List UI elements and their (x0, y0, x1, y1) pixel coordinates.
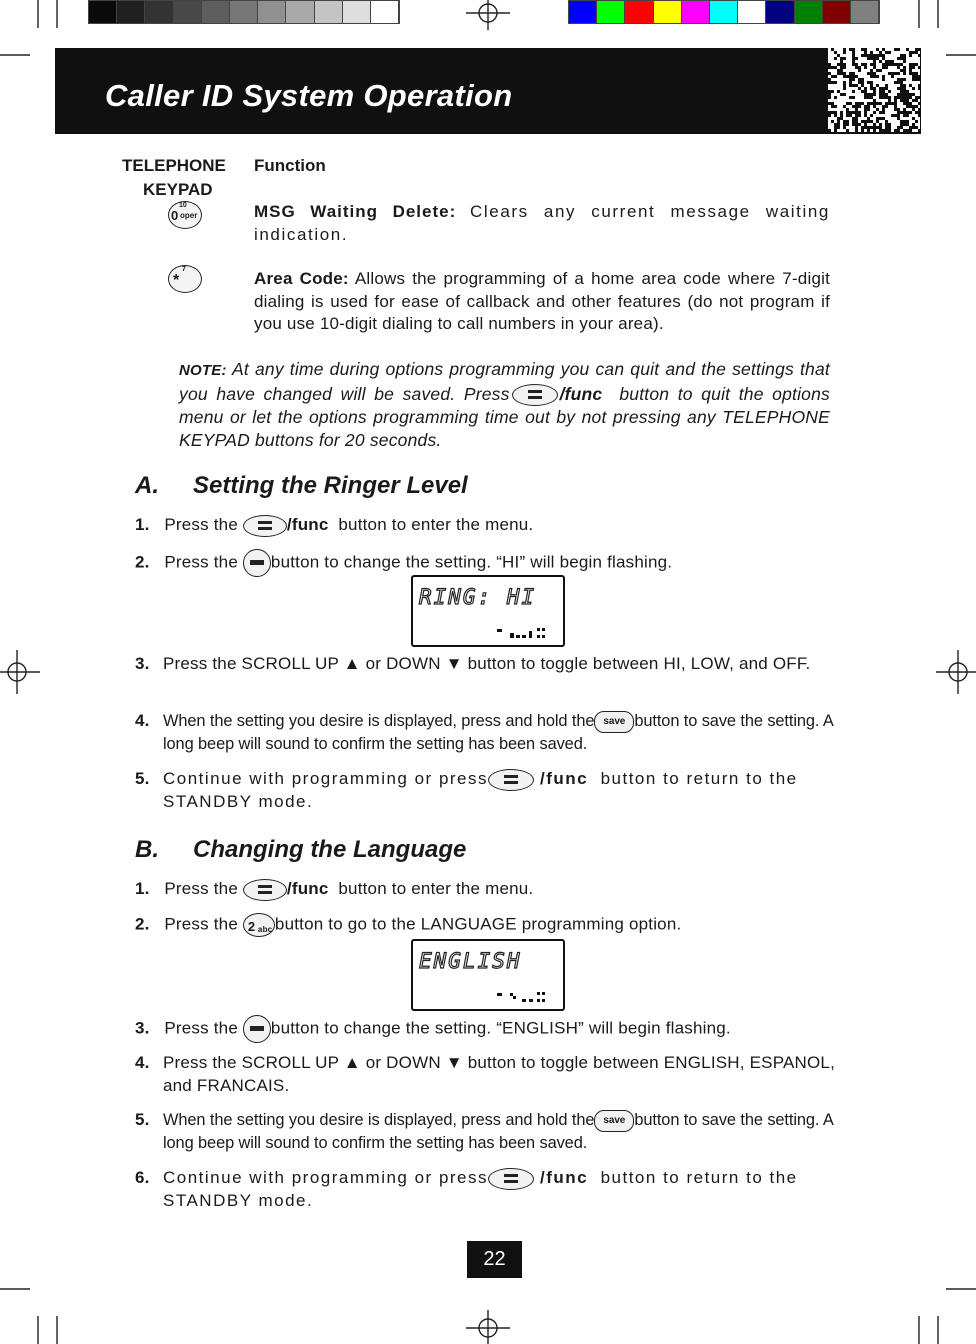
step-b2: 2. Press the 2 abc button to go to the LANGUAGE programming option. (135, 913, 835, 937)
area-code-description: Area Code: Allows the programming of a home area code where 7-digit dialing is used for ease of callback and other features (do not program if you use 10-digit dialing to call numbers in your area). (254, 269, 830, 334)
zero-oper-key-icon: 10 0 oper (168, 201, 202, 229)
barcode-pattern (828, 48, 920, 132)
section-b-heading: B. Changing the Language (135, 836, 467, 863)
page-title: Caller ID System Operation (105, 78, 513, 113)
calibration-swatch (710, 1, 738, 23)
lcd-display-ring: RING: HI (411, 575, 565, 647)
step-a5: 5. Continue with programming or press /func button to return to the STANDBY mode. (135, 769, 798, 811)
calibration-swatch (851, 1, 879, 23)
lcd-indicator-icons (493, 989, 559, 1005)
star-key-icon: 7 * (168, 265, 202, 293)
step-a4: 4. When the setting you desire is displayed, press and hold the save button to save the setting. A long beep will sound to confirm the setting has been saved. (135, 711, 833, 753)
function-column-heading: Function (254, 156, 326, 175)
calibration-swatch (654, 1, 682, 23)
calibration-swatch (315, 1, 343, 23)
calibration-swatch (286, 1, 314, 23)
step-a2: 2. Press the button to change the setting. “HI” will begin flashing. (135, 549, 835, 577)
calibration-swatch (823, 1, 851, 23)
step-b5: 5. When the setting you desire is displayed, press and hold the save button to save the setting. A long beep will sound to confirm the setting has been saved. (135, 1110, 833, 1152)
calibration-swatch (258, 1, 286, 23)
calibration-swatch (569, 1, 597, 23)
page-number: 22 (467, 1241, 522, 1278)
registration-mark-top (466, 0, 510, 30)
options-note: NOTE: At any time during options programming you can quit and the settings that you have changed will be saved. Press /func button to quit the options menu or let the options programming time out by not pressing any TELEPHONE KEYPAD buttons for 20 seconds. (179, 359, 830, 450)
change-button-icon (243, 549, 271, 577)
step-b1: 1. Press the /func button to enter the menu. (135, 878, 835, 901)
keypad-column-heading-line1: TELEPHONE (122, 156, 226, 175)
func-button-icon (243, 879, 287, 901)
calibration-swatch (145, 1, 173, 23)
calibration-swatch (682, 1, 710, 23)
keypad-column-heading-line2: KEYPAD (143, 180, 213, 199)
func-button-icon (488, 1168, 534, 1190)
msg-waiting-delete-description: MSG Waiting Delete: Clears any current message waiting indication. (254, 202, 830, 244)
calibration-swatch (117, 1, 145, 23)
save-button-icon: save (594, 711, 634, 733)
calibration-swatch (230, 1, 258, 23)
func-button-icon (512, 384, 558, 406)
step-b6: 6. Continue with programming or press /func button to return to the STANDBY mode. (135, 1168, 798, 1210)
registration-mark-right (936, 650, 976, 694)
calibration-swatch (174, 1, 202, 23)
calibration-swatch (738, 1, 766, 23)
lcd-display-language: ENGLISH (411, 939, 565, 1011)
step-a1: 1. Press the /func button to enter the menu. (135, 514, 835, 537)
func-button-icon (488, 769, 534, 791)
calibration-swatch (795, 1, 823, 23)
calibration-swatch (625, 1, 653, 23)
step-b4: 4. Press the SCROLL UP ▲ or DOWN ▼ button to toggle between ENGLISH, ESPANOL, and FRANCAIS. (135, 1053, 835, 1095)
calibration-swatch (202, 1, 230, 23)
calibration-swatch (343, 1, 371, 23)
step-a3: 3. Press the SCROLL UP ▲ or DOWN ▼ button to toggle between HI, LOW, and OFF. (135, 654, 811, 673)
calibration-swatch (89, 1, 117, 23)
registration-mark-bottom (466, 1310, 510, 1344)
lcd-indicator-icons (493, 625, 559, 641)
grayscale-calibration-strip (88, 0, 400, 24)
step-b3: 3. Press the button to change the setting. “ENGLISH” will begin flashing. (135, 1015, 835, 1043)
color-calibration-strip (568, 0, 880, 24)
save-button-icon: save (594, 1110, 634, 1132)
func-button-icon (243, 515, 287, 537)
two-abc-key-icon: 2 abc (243, 913, 275, 937)
calibration-swatch (766, 1, 794, 23)
calibration-swatch (371, 1, 399, 23)
section-a-heading: A. Setting the Ringer Level (135, 472, 468, 499)
change-button-icon (243, 1015, 271, 1043)
registration-mark-left (0, 650, 40, 694)
calibration-swatch (597, 1, 625, 23)
